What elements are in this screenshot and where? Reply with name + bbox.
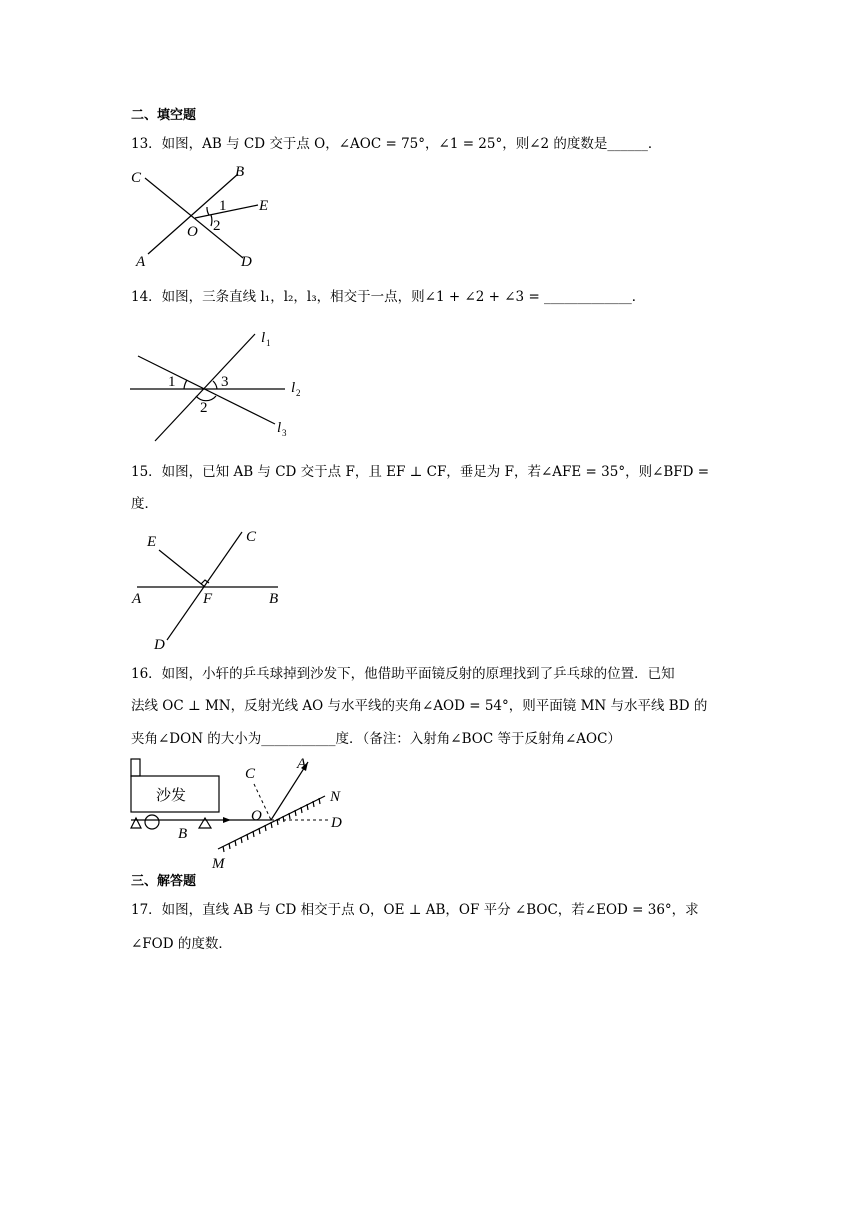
label-d: D (331, 815, 342, 831)
section-title-solve: 三、解答题 (131, 874, 197, 889)
label-b: B (269, 591, 279, 607)
question-16-line-3: 夹角∠DON 的大小为___________度．（备注：入射角∠BOC 等于反射角∠AOC） (131, 731, 621, 747)
label-l2-sub: 2 (296, 388, 301, 398)
question-14-figure (125, 326, 315, 446)
label-e: E (147, 534, 157, 550)
question-13-figure (125, 158, 295, 273)
incident-arrow-icon (223, 817, 231, 823)
ray-oe (195, 205, 258, 218)
question-16-line-1: 16．如图，小轩的乒乓球掉到沙发下，他借助平面镜反射的原理找到了乒乓球的位置．已知 (131, 666, 675, 682)
label-l2: l (291, 380, 296, 396)
question-17-line-2: ∠FOD 的度数． (131, 936, 232, 952)
question-15-line-2: 度． (131, 496, 158, 512)
section-title-fill-in: 二、填空题 (131, 108, 197, 123)
angle-1-arc (207, 207, 209, 215)
label-angle-3: 3 (221, 374, 229, 390)
angle-1-arc (184, 380, 187, 389)
label-f: F (203, 591, 213, 607)
question-16-figure (125, 756, 360, 874)
label-l1: l (261, 330, 266, 346)
label-sofa: 沙发 (156, 786, 187, 804)
label-a: A (297, 756, 307, 772)
line-cd (145, 178, 243, 258)
label-n: N (330, 789, 341, 805)
question-16-line-2: 法线 OC ⊥ MN，反射光线 AO 与水平线的夹角∠AOD = 54°，则平面镜 MN 与水平线 BD 的 (131, 698, 708, 714)
label-d: D (154, 637, 165, 653)
label-l1-sub: 1 (266, 338, 271, 348)
question-13-text: 13．如图，AB 与 CD 交于点 O，∠AOC = 75°，∠1 = 25°，则∠2 的度数是______． (131, 136, 662, 152)
angle-2-arc (211, 215, 212, 226)
label-m: M (212, 856, 225, 872)
label-angle-1: 1 (168, 374, 176, 390)
label-l3: l (277, 420, 282, 436)
label-a: A (136, 254, 146, 270)
label-angle-1: 1 (219, 198, 227, 214)
angle-3-arc (213, 381, 217, 389)
label-d: D (241, 254, 252, 270)
label-angle-2: 2 (200, 400, 208, 416)
label-angle-2: 2 (213, 218, 221, 234)
question-14-text: 14．如图，三条直线 l₁，l₂，l₃，相交于一点，则∠1 + ∠2 + ∠3 = _____________． (131, 289, 646, 305)
label-l3-sub: 3 (282, 428, 287, 438)
label-c: C (245, 766, 256, 782)
label-e: E (259, 198, 269, 214)
question-15-line-1: 15．如图，已知 AB 与 CD 交于点 F，且 EF ⊥ CF，垂足为 F，若∠AFE = 35°，则∠BFD = (131, 464, 710, 480)
line-ab (148, 174, 238, 254)
label-c: C (131, 170, 142, 186)
label-c: C (246, 529, 257, 545)
label-a: A (132, 591, 142, 607)
label-o: O (187, 224, 198, 240)
label-b: B (235, 164, 245, 180)
question-15-figure (125, 525, 295, 653)
label-o: O (251, 808, 262, 824)
label-b: B (178, 826, 188, 842)
ray-fe (159, 550, 205, 587)
question-17-line-1: 17．如图，直线 AB 与 CD 相交于点 O，OE ⊥ AB，OF 平分 ∠BOC，若∠EOD = 36°，求 (131, 902, 699, 918)
